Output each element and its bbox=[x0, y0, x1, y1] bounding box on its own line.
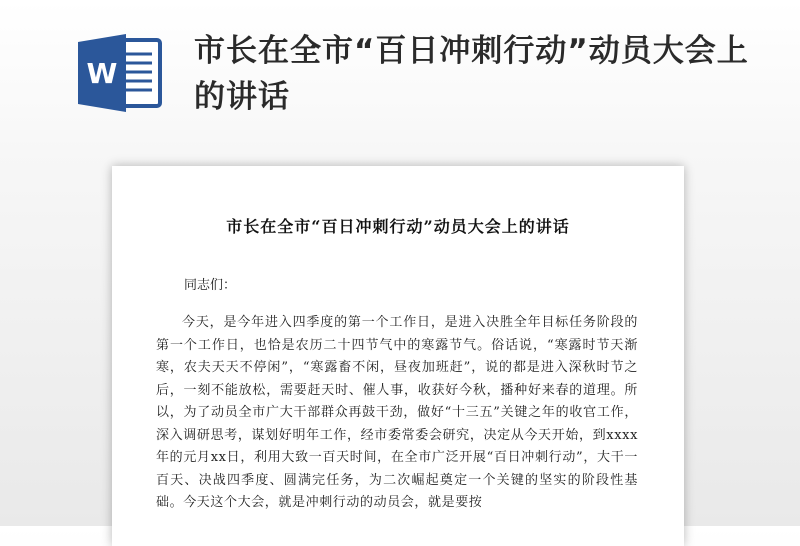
word-icon-letter: W bbox=[86, 57, 118, 90]
word-app-icon bbox=[76, 32, 168, 114]
page-title: 市长在全市“百日冲刺行动”动员大会上的讲话 bbox=[194, 33, 749, 115]
header bbox=[0, 0, 800, 150]
document-page bbox=[112, 166, 684, 546]
document-salutation: 同志们： bbox=[184, 278, 237, 293]
document-body-paragraph: 今天，是今年进入四季度的第一个工作日，是进入决胜全年目标任务阶段的第一个工作日，也恰是农历二十四节气中的寒露节气。俗话说，“寒露时节天渐寒，农夫天天不停闲”，“寒露畜不闲，昼夜加班赶”，说的都是进入深秋时节之后，一刻不能放松，需要赶天时、催人事，收获好今秋，播种好来春的道理。所以，为了动员全市广大干部群众再鼓干劲，做好“十三五”关键之年的收官工作，深入调研思考，谋划好明年工作，经市委常委会研究，决定从今天开始，到xxxx年的元月xx日，利用大致一百天时间，在全市广泛开展“百日冲刺行动”，大干一百天、决战四季度、圆满完任务，为二次崛起奠定一个关键的坚实的阶段性基础。今天这个大会，就是冲刺行动的动员会，就是要按 bbox=[156, 315, 638, 510]
document-title: 市长在全市“百日冲刺行动”动员大会上的讲话 bbox=[226, 217, 570, 236]
